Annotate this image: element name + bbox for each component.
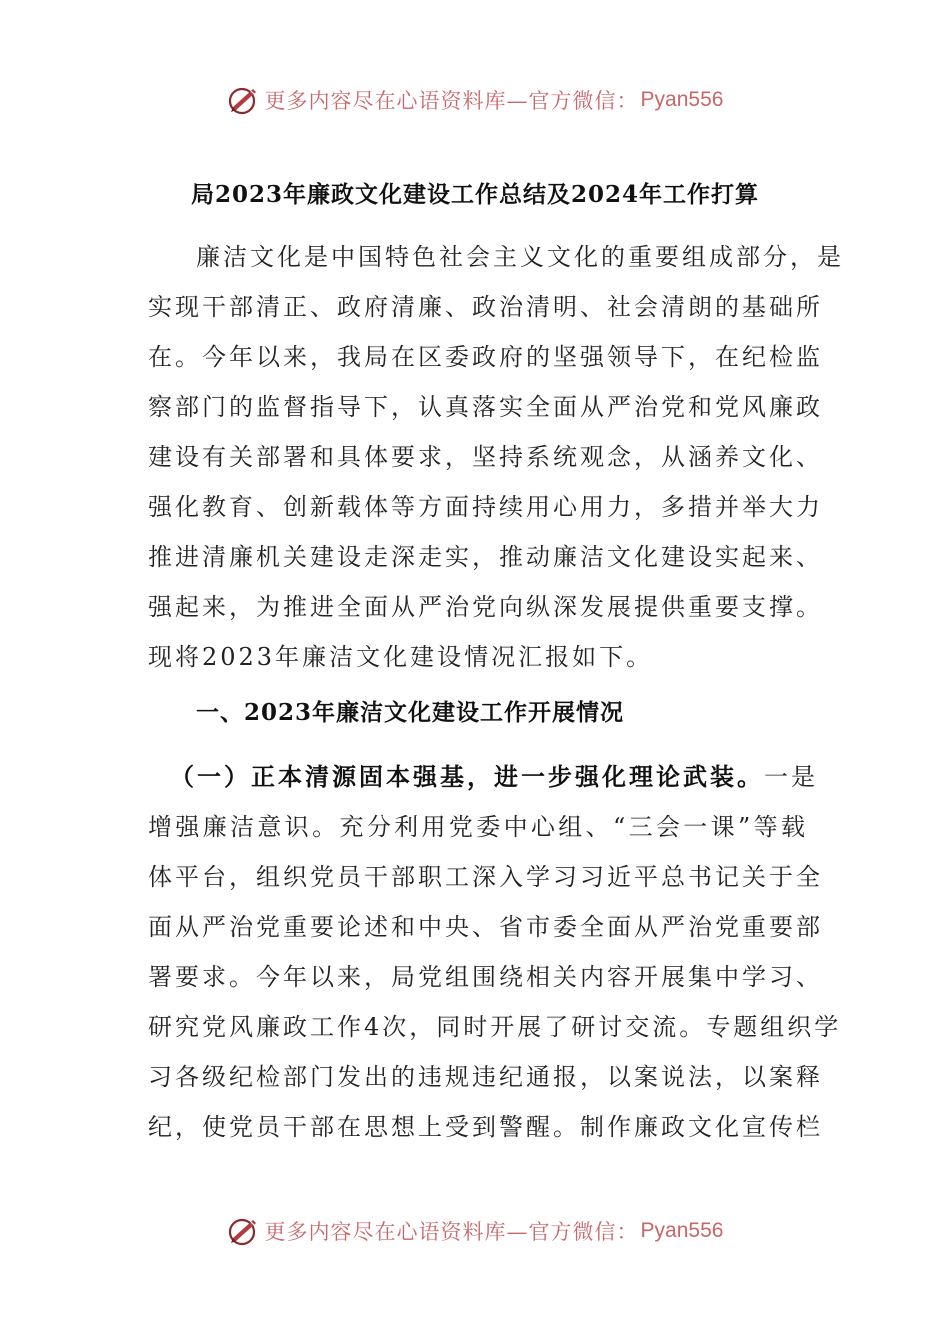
text-line: 署要求。今年以来，局党组围绕相关内容开展集中学习、: [148, 963, 823, 991]
subsection-first-line-rest: 一是: [764, 763, 818, 791]
text-line: 实现干部清正、政府清廉、政治清明、社会清朗的基础所: [148, 293, 823, 321]
section-heading: 一、2023年廉洁文化建设工作开展情况: [196, 699, 625, 726]
intro-paragraph: [148, 232, 844, 682]
text-line: 体平台，组织党员干部职工深入学习习近平总书记关于全: [148, 863, 823, 891]
text-line: 面从严治党重要论述和中央、省市委全面从严治党重要部: [148, 913, 823, 941]
text-line: 强化教育、创新载体等方面持续用心用力，多措并举大力: [148, 493, 823, 521]
text-line: 在。今年以来，我局在区委政府的坚强领导下，在纪检监: [148, 343, 823, 371]
pen-logo-icon: [227, 83, 261, 117]
banner-wechat-id: Pyan556: [640, 88, 724, 111]
text-line: 增强廉洁意识。充分利用党委中心组、“三会一课”等载: [148, 813, 808, 841]
text-line: 习各级纪检部门发出的违规违纪通报，以案说法，以案释: [148, 1063, 823, 1091]
text-line: 纪，使党员干部在思想上受到警醒。制作廉政文化宣传栏: [148, 1113, 823, 1141]
text-line: 现将2023年廉洁文化建设情况汇报如下。: [148, 643, 654, 671]
banner-text: 更多内容尽在心语资料库—官方微信：: [264, 1220, 639, 1244]
banner-text: 更多内容尽在心语资料库—官方微信：: [264, 89, 639, 113]
text-line: 察部门的监督指导下，认真落实全面从严治党和党风廉政: [148, 393, 823, 421]
subsection-heading: （一）正本清源固本强基，进一步强化理论武装。: [170, 762, 764, 791]
footer-banner: [0, 1211, 950, 1251]
banner-wechat-id: Pyan556: [640, 1219, 724, 1242]
text-line: 推进清廉机关建设走深走实，推动廉洁文化建设实起来、: [148, 543, 823, 571]
pen-logo-icon: [227, 1214, 261, 1248]
subsection-paragraph: [148, 752, 842, 1152]
text-line: 强起来，为推进全面从严治党向纵深发展提供重要支撑。: [148, 593, 823, 621]
text-line: [148, 752, 818, 802]
text-line: 廉洁文化是中国特色社会主义文化的重要组成部分，是: [196, 243, 844, 271]
text-line: 建设有关部署和具体要求，坚持系统观念，从涵养文化、: [148, 443, 823, 471]
header-banner: [0, 80, 950, 120]
document-title: 局2023年廉政文化建设工作总结及2024年工作打算: [190, 181, 760, 208]
text-line: 研究党风廉政工作4次，同时开展了研讨交流。专题组织学: [148, 1013, 842, 1041]
